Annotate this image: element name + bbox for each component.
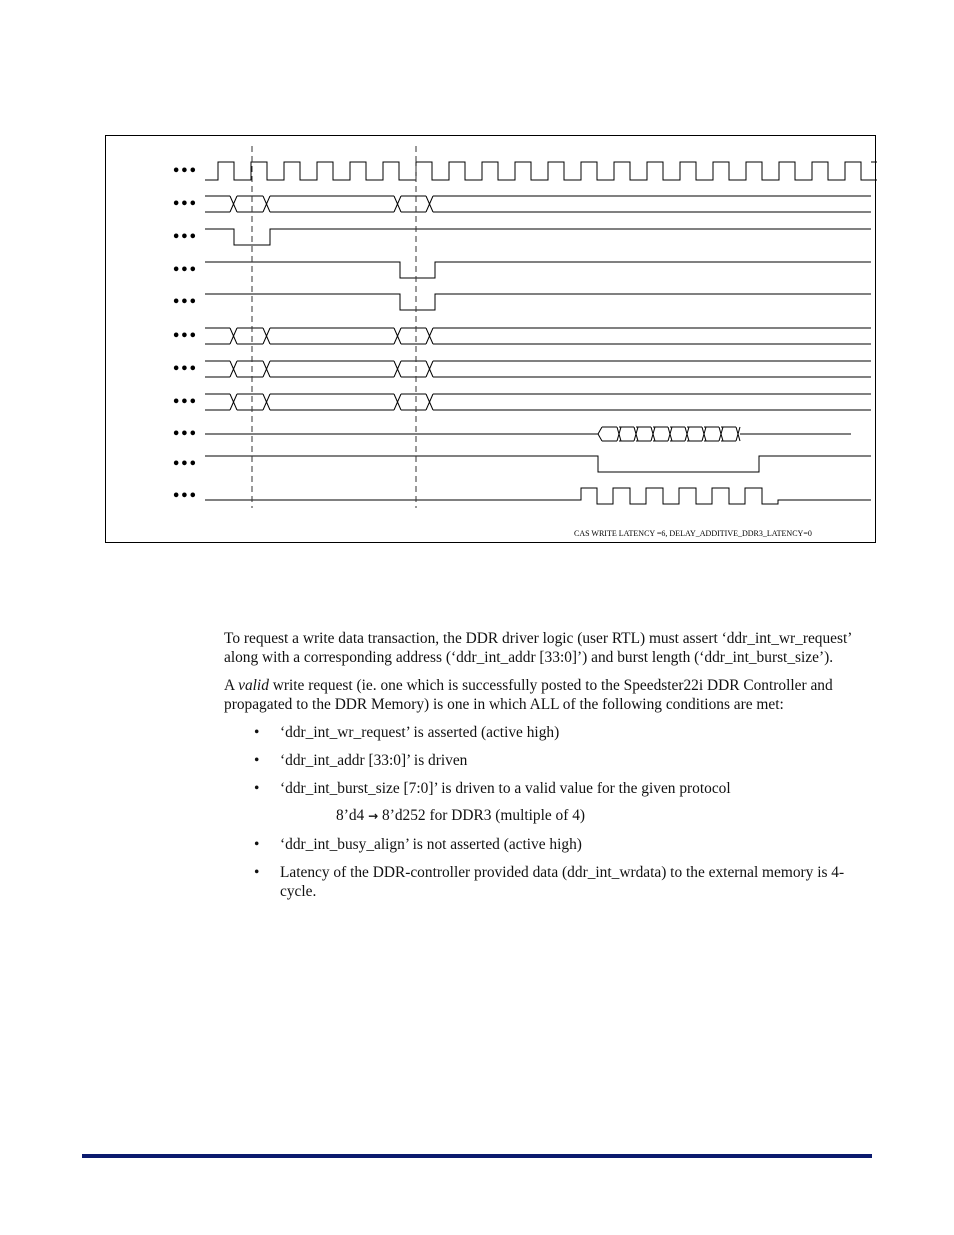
pulse-waveform <box>205 229 871 245</box>
signal-marker: ••• <box>172 395 197 410</box>
pulse-waveform <box>205 262 871 278</box>
data-waveform <box>598 434 602 441</box>
right-arrow-icon: → <box>368 809 379 823</box>
range-end: 8’d252 for DDR3 (multiple of 4) <box>382 807 586 824</box>
signal-marker: ••• <box>172 230 197 245</box>
bullet-icon: • <box>254 836 260 853</box>
signal-marker: ••• <box>172 427 197 442</box>
list-item <box>224 835 872 854</box>
condition-text: ‘ddr_int_burst_size [7:0]’ is driven to a valid value for the given protocol <box>280 780 731 797</box>
signal-marker: ••• <box>172 263 197 278</box>
bullet-icon: • <box>254 780 260 797</box>
body-text <box>224 629 872 910</box>
bullet-icon: • <box>254 724 260 741</box>
pulse-waveform <box>205 294 871 310</box>
list-item <box>224 779 872 798</box>
condition-text: Latency of the DDR-controller provided data (ddr_int_wrdata) to the external memory is 4-cycle. <box>280 864 845 900</box>
strobe-waveform <box>205 488 871 504</box>
list-item <box>224 863 872 901</box>
para2-rest: write request (ie. one which is successfully posted to the Speedster22i DDR Controller and propagated to the DDR Memory) is one in which ALL of the following conditions are met: <box>224 677 833 713</box>
paragraph-valid-request <box>224 676 872 714</box>
signal-marker: ••• <box>172 295 197 310</box>
conditions-list-continued <box>224 835 872 901</box>
list-item <box>224 723 872 742</box>
clock-waveform <box>205 162 877 180</box>
bullet-icon: • <box>254 752 260 769</box>
conditions-list <box>224 723 872 798</box>
signal-marker: ••• <box>172 197 197 212</box>
signal-marker: ••• <box>172 489 197 504</box>
condition-text: ‘ddr_int_addr [33:0]’ is driven <box>280 752 468 769</box>
signal-marker: ••• <box>172 164 197 179</box>
para2-prefix: A <box>224 677 239 694</box>
burst-size-range <box>224 806 872 826</box>
bullet-icon: • <box>254 864 260 881</box>
condition-text: ‘ddr_int_wr_request’ is asserted (active high) <box>280 724 560 741</box>
timing-diagram <box>105 135 876 543</box>
footer-rule <box>82 1154 872 1158</box>
signal-marker: ••• <box>172 329 197 344</box>
data-waveform <box>598 427 602 434</box>
signal-marker: ••• <box>172 457 197 472</box>
condition-text: ‘ddr_int_busy_align’ is not asserted (active high) <box>280 836 582 853</box>
signal-marker: ••• <box>172 362 197 377</box>
paragraph-write-request: To request a write data transaction, the DDR driver logic (user RTL) must assert ‘ddr_int_wr_request’ along with a corresponding address (‘ddr_int_addr [33:0]’) and burst length (‘ddr_int_burst_size’). <box>224 630 852 666</box>
list-item <box>224 751 872 770</box>
diagram-caption: CAS WRITE LATENCY =6, DELAY_ADDITIVE_DDR3_LATENCY=0 <box>574 529 812 538</box>
waveform-canvas <box>106 136 877 544</box>
range-start: 8’d4 <box>336 807 365 824</box>
enable-waveform <box>205 456 871 472</box>
valid-emphasis: valid <box>238 677 269 694</box>
